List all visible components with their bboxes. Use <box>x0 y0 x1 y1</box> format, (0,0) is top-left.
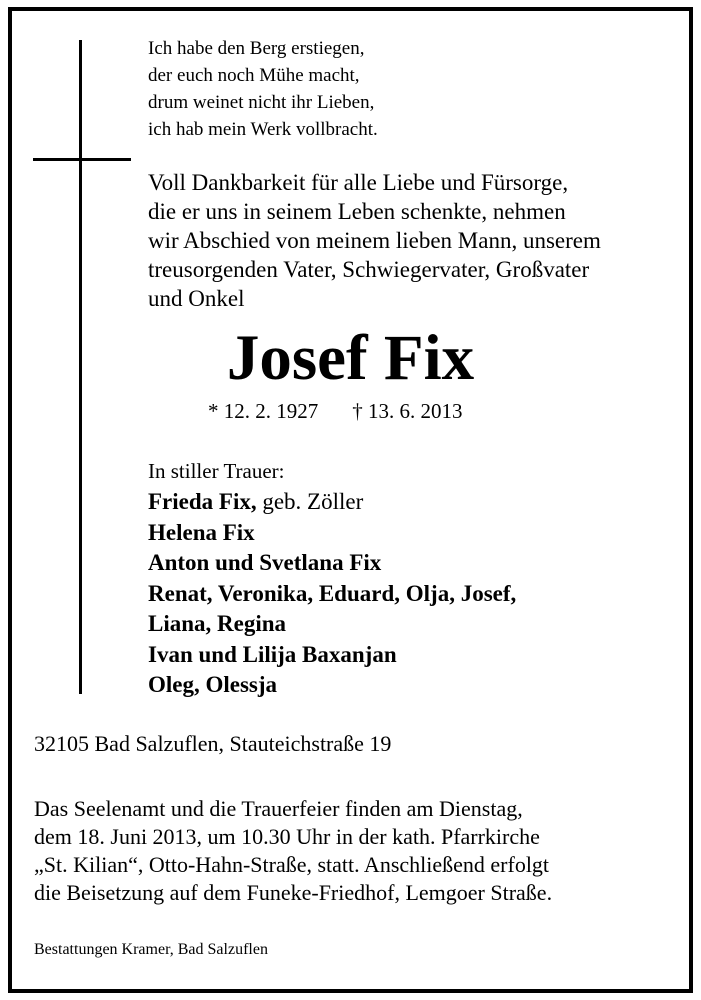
birth-date: * 12. 2. 1927 <box>208 399 319 423</box>
death-date: † 13. 6. 2013 <box>352 399 463 423</box>
address: 32105 Bad Salzuflen, Stauteichstraße 19 <box>34 731 392 756</box>
mourners-list <box>148 487 516 701</box>
intro-line: Voll Dankbarkeit für alle Liebe und Fürsorge, <box>148 170 569 195</box>
poem-line: ich hab mein Werk vollbracht. <box>148 119 378 140</box>
service-line: die Beisetzung auf dem Funeke-Friedhof, Lemgoer Straße. <box>34 880 553 905</box>
cross-icon-horizontal-beam <box>33 158 131 161</box>
mourner-maiden-name: geb. Zöller <box>256 489 364 514</box>
service-line: „St. Kilian“, Otto-Hahn-Straße, statt. Anschließend erfolgt <box>34 852 550 877</box>
service-line: dem 18. Juni 2013, um 10.30 Uhr in der kath. Pfarrkirche <box>34 824 540 849</box>
mourner-line: Oleg, Olessja <box>148 672 278 697</box>
service-info <box>34 795 552 907</box>
mourner-name: Frieda Fix, <box>148 489 257 514</box>
poem <box>148 35 378 143</box>
mourner-line: Helena Fix <box>148 519 255 545</box>
mourning-label: In stiller Trauer: <box>148 459 285 483</box>
mourner-line: Renat, Veronika, Eduard, Olja, Josef, <box>148 580 517 606</box>
poem-line: Ich habe den Berg erstiegen, <box>148 38 365 59</box>
intro-line: treusorgenden Vater, Schwiegervater, Großvater <box>148 257 590 282</box>
mourner-line: Liana, Regina <box>148 611 287 636</box>
intro-text <box>148 168 601 313</box>
deceased-name <box>0 318 701 398</box>
undertaker: Bestattungen Kramer, Bad Salzuflen <box>34 941 268 958</box>
deceased-name-text: Josef Fix <box>226 322 475 394</box>
intro-line: wir Abschied von meinem lieben Mann, unserem <box>148 228 601 253</box>
poem-line: drum weinet nicht ihr Lieben, <box>148 92 375 113</box>
service-line: Das Seelenamt und die Trauerfeier finden am Dienstag, <box>34 796 523 821</box>
mourner-line: Ivan und Lilija Baxanjan <box>148 641 397 667</box>
intro-line: die er uns in seinem Leben schenkte, nehmen <box>148 199 566 224</box>
intro-line: und Onkel <box>148 286 245 311</box>
life-dates <box>208 398 463 424</box>
poem-line: der euch noch Mühe macht, <box>148 65 360 86</box>
mourner-line: Anton und Svetlana Fix <box>148 550 382 575</box>
mourner-line <box>148 487 516 518</box>
